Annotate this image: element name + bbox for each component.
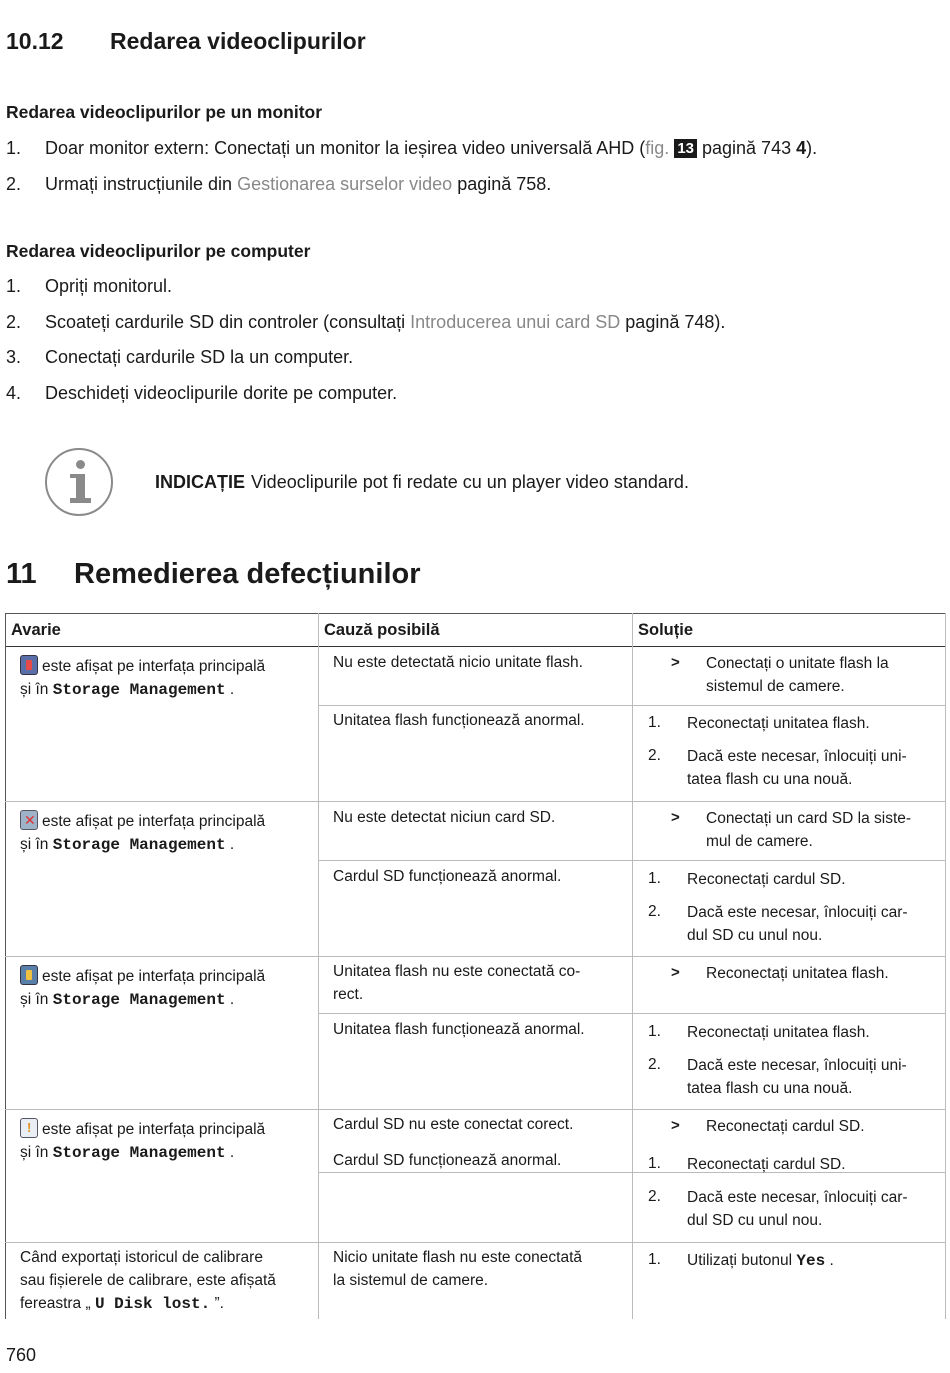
chapter-number: 11 (6, 558, 37, 590)
table-row-4-cause-2: Cardul SD funcționează anormal. (333, 1152, 562, 1169)
flash-error-icon (20, 655, 38, 675)
table-row-1-solution-1: Conectați o unitate flash la sistemul de camere. (706, 655, 889, 695)
list-number: 2. (648, 747, 661, 764)
note-text: Videoclipurile pot fi redate cu un player video standard. (251, 472, 689, 492)
list-number: 1. (648, 1155, 661, 1172)
section-number: 10.12 (6, 28, 64, 54)
sd-card-link[interactable]: Introducerea unui card SD (410, 312, 621, 332)
table-row-1-cause-1: Nu este detectată nicio unitate flash. (333, 654, 583, 671)
section-heading (6, 28, 366, 55)
column-header-solution: Soluție (638, 621, 694, 639)
video-sources-link[interactable]: Gestionarea surselor video (237, 174, 453, 194)
list-item: Dacă este necesar, înlocuiți uni- tatea flash cu una nouă. (687, 748, 907, 788)
list-number: 2. (648, 1056, 661, 1073)
chevron-right-icon: > (671, 964, 680, 981)
list-number: 2. (648, 1188, 661, 1205)
step-text: Urmați instrucțiunile din Gestionarea surselor video pagină 758. (45, 174, 552, 194)
step-number: 2. (6, 312, 22, 332)
list-item: Dacă este necesar, înlocuiți car- dul SD cu unul nou. (687, 904, 908, 944)
step-number: 1. (6, 276, 22, 296)
table-row-1-cause-2: Unitatea flash funcționează anormal. (333, 712, 585, 729)
list-number: 1. (648, 870, 661, 887)
table-row-5-fault: Când exportați istoricul de calibrare sau fișierele de calibrare, este afișată fereastra „ U Disk lost. ”. (20, 1249, 276, 1313)
list-item: Reconectați cardul SD. (687, 871, 846, 888)
chapter-heading (6, 558, 421, 591)
step-text: Doar monitor extern: Conectați un monitor la ieșirea video universală AHD (fig. 13 pagină 743 4). (45, 138, 818, 158)
monitor-step-2 (6, 174, 936, 200)
list-item: Reconectați cardul SD. (687, 1156, 846, 1173)
list-number: 2. (648, 903, 661, 920)
step-number: 3. (6, 347, 22, 367)
table-row-2-cause-1: Nu este detectat niciun card SD. (333, 809, 556, 826)
list-number: 1. (648, 714, 661, 731)
table-row-2-fault: ✕ este afișat pe interfața principală și în Storage Management . (20, 812, 266, 854)
table-row-3-cause-2: Unitatea flash funcționează anormal. (333, 1021, 585, 1038)
yes-button-label: Yes (796, 1252, 826, 1270)
note (155, 472, 689, 493)
table-row-3-cause-1: Unitatea flash nu este conectată co- rect. (333, 963, 581, 1003)
step-number: 4. (6, 383, 22, 403)
subsection-heading-monitor: Redarea videoclipurilor pe un monitor (6, 102, 323, 122)
list-number: 1. (648, 1251, 661, 1268)
figure-number-badge: 13 (674, 139, 697, 158)
info-icon (45, 448, 113, 516)
table-row-3-fault: este afișat pe interfața principală și în Storage Management . (20, 965, 310, 1012)
sd-error-icon: ✕ (20, 810, 38, 830)
column-header-cause: Cauză posibilă (324, 621, 440, 639)
computer-step-1 (6, 276, 936, 302)
step-text: Conectați cardurile SD la un computer. (45, 347, 354, 367)
step-text: Scoateți cardurile SD din controler (consultați Introducerea unui card SD pagină 748). (45, 312, 726, 332)
table-row-5-solution: Utilizați butonul Yes . (687, 1252, 834, 1270)
sd-warning-icon: ! (20, 1118, 38, 1138)
page-number: 760 (6, 1345, 37, 1365)
list-number: 1. (648, 1023, 661, 1040)
note-label: INDICAȚIE (155, 472, 245, 492)
chevron-right-icon: > (671, 809, 680, 826)
step-number: 2. (6, 174, 22, 194)
table-row-2-cause-2: Cardul SD funcționează anormal. (333, 868, 562, 885)
table-row-5-cause: Nicio unitate flash nu este conectată la sistemul de camere. (333, 1249, 583, 1289)
table-row-3-solution-1: Reconectați unitatea flash. (706, 965, 889, 982)
list-item: Dacă este necesar, înlocuiți uni- tatea flash cu una nouă. (687, 1057, 907, 1097)
monitor-step-1 (6, 138, 936, 164)
table-row-1-fault: este afișat pe interfața principală și în Storage Management . (20, 655, 310, 702)
flash-warning-icon (20, 965, 38, 985)
table-row-2-solution-1: Conectați un card SD la siste- mul de camere. (706, 810, 912, 850)
column-header-fault: Avarie (11, 621, 61, 639)
list-item: Reconectați unitatea flash. (687, 715, 870, 732)
list-item: Dacă este necesar, înlocuiți car- dul SD cu unul nou. (687, 1189, 908, 1229)
section-title: Redarea videoclipurilor (110, 28, 366, 54)
computer-step-3 (6, 347, 936, 373)
table-row-4-solution-1: Reconectați cardul SD. (706, 1118, 865, 1135)
chevron-right-icon: > (671, 1117, 680, 1134)
step-text: Opriți monitorul. (45, 276, 173, 296)
computer-step-4 (6, 383, 936, 409)
list-item: Reconectați unitatea flash. (687, 1024, 870, 1041)
troubleshooting-table (5, 613, 946, 1319)
step-number: 1. (6, 138, 22, 158)
subsection-heading-computer: Redarea videoclipurilor pe computer (6, 241, 311, 261)
chevron-right-icon: > (671, 654, 680, 671)
step-text: Deschideți videoclipurile dorite pe computer. (45, 383, 398, 403)
chapter-title: Remedierea defecțiunilor (74, 558, 421, 590)
computer-step-2 (6, 312, 936, 338)
table-row-4-fault: ! este afișat pe interfața principală și în Storage Management . (20, 1120, 266, 1162)
table-row-4-cause-1: Cardul SD nu este conectat corect. (333, 1116, 574, 1133)
figure-link[interactable]: fig. (645, 138, 670, 158)
